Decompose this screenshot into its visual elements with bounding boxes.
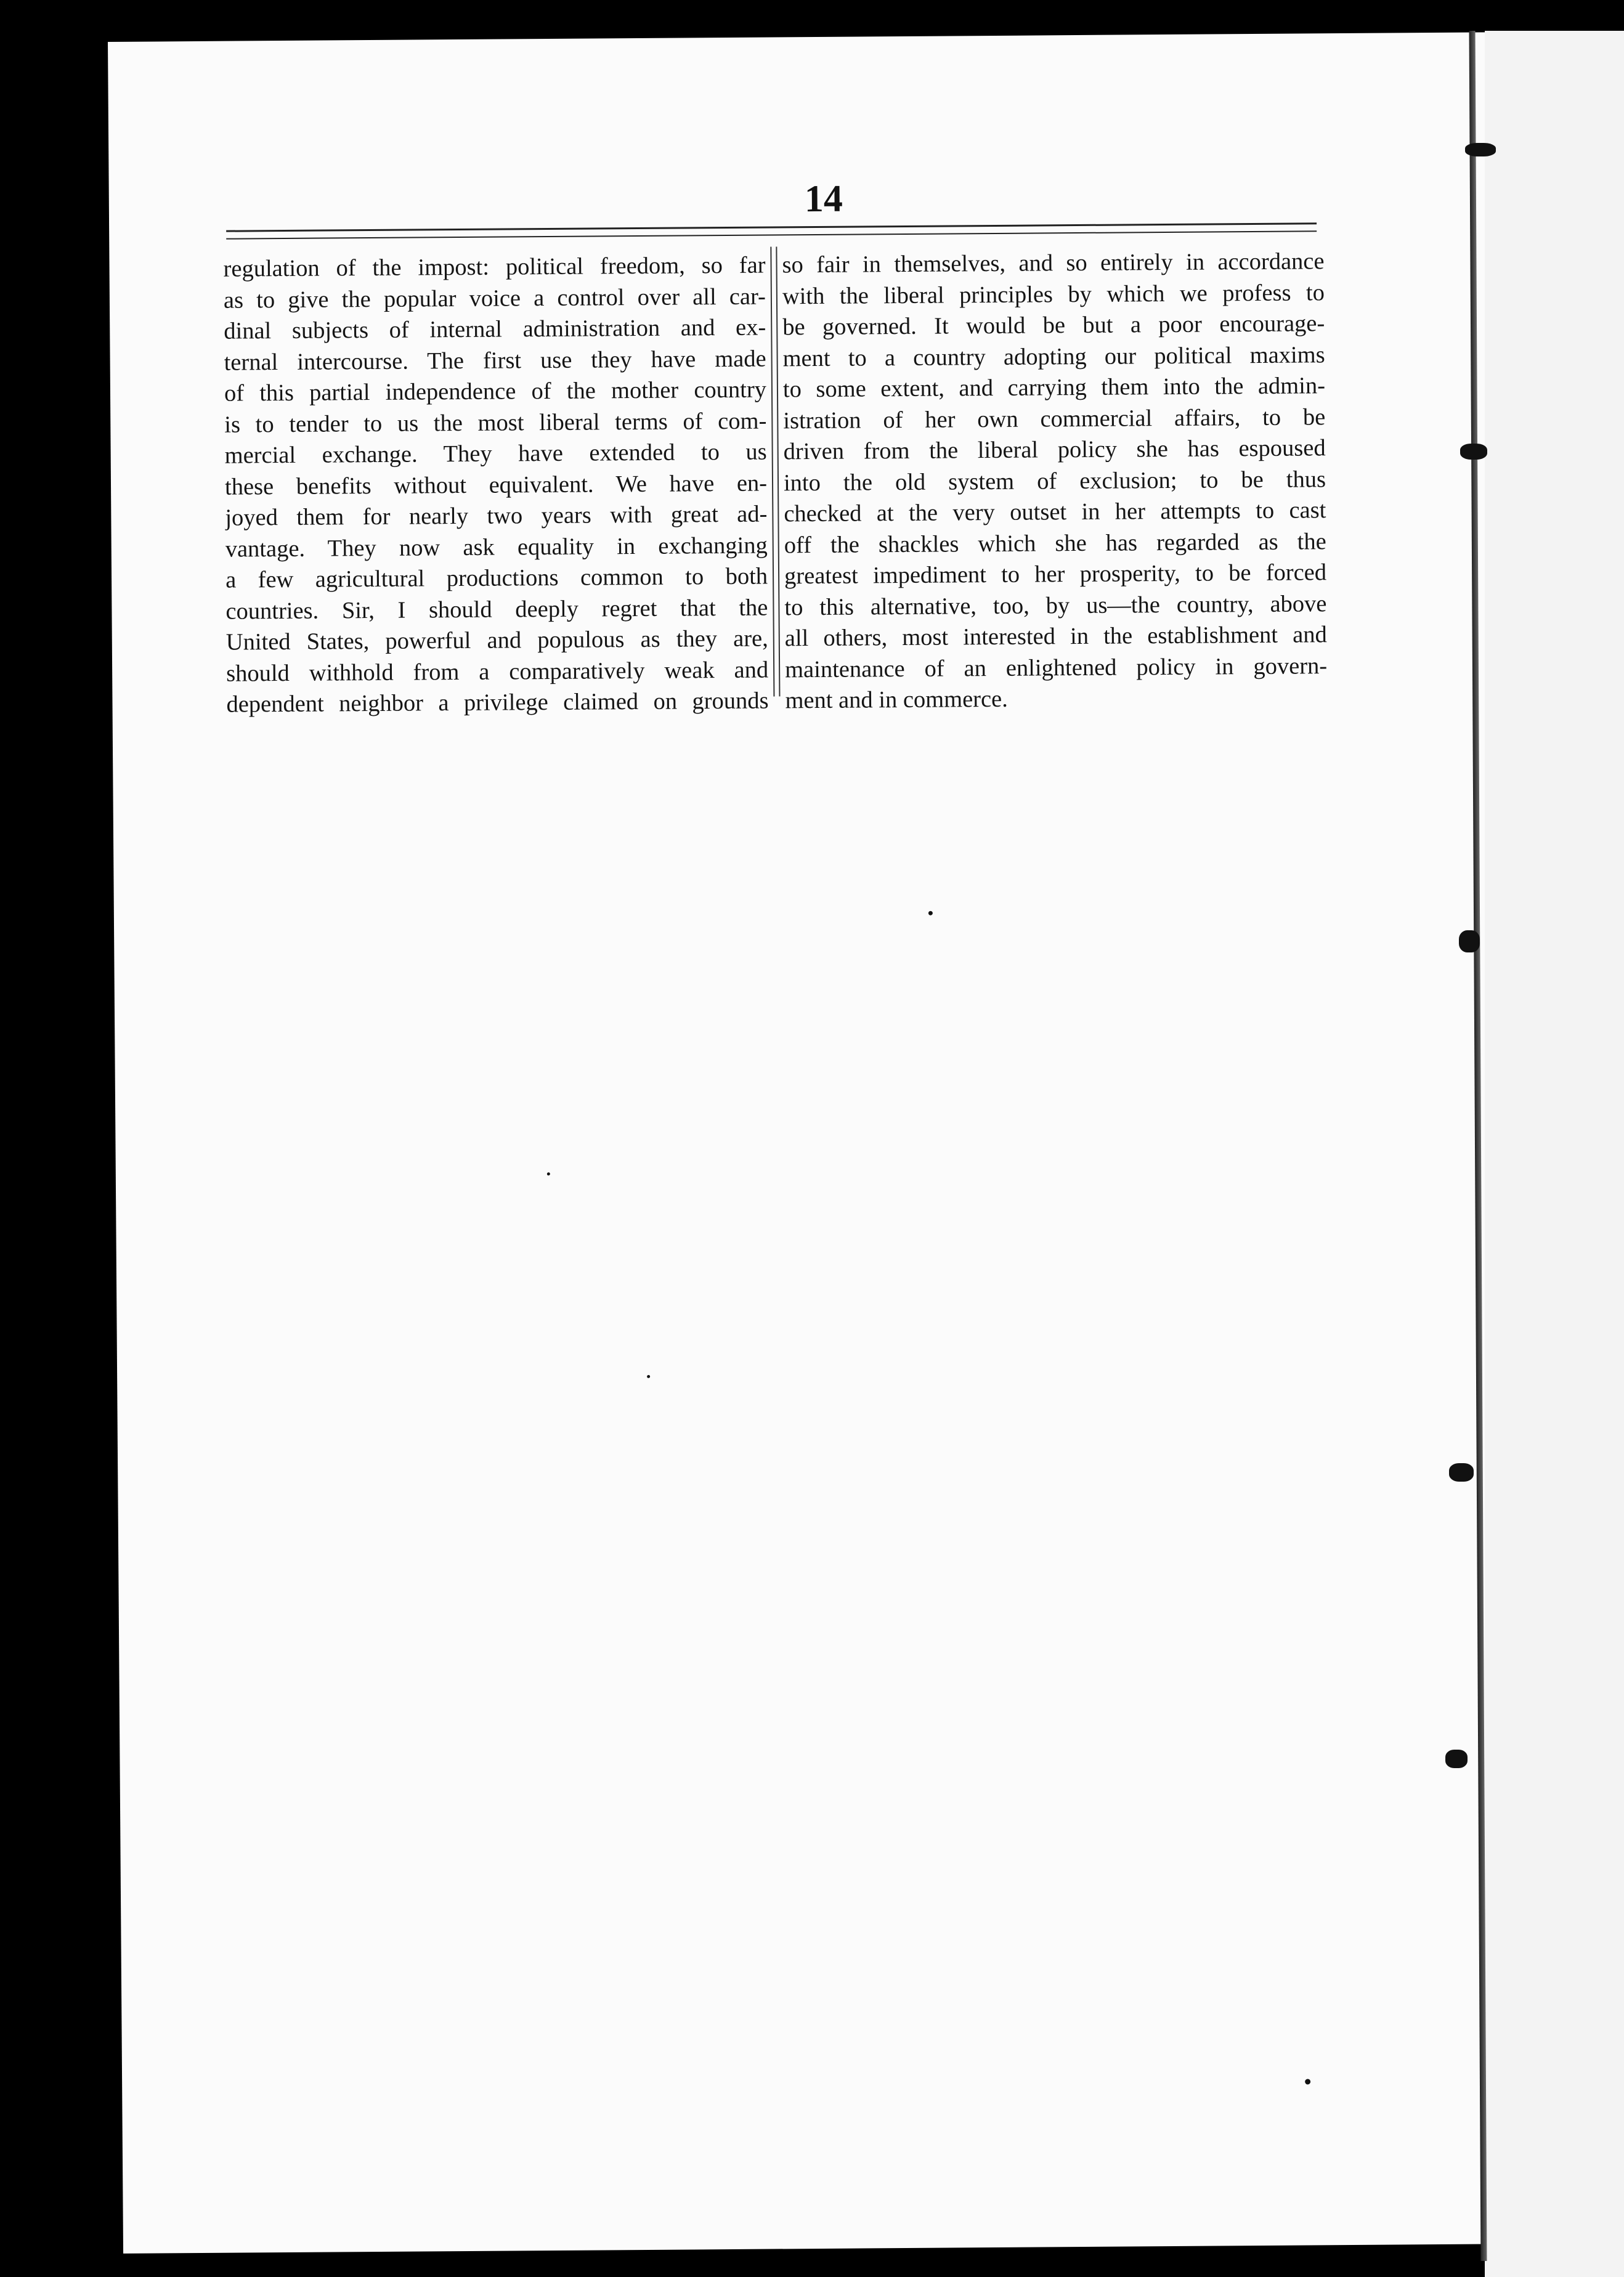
tape-mark <box>1449 1463 1474 1482</box>
ink-speck <box>547 1172 550 1175</box>
text-line: a few agricultural productions common to both <box>225 563 768 593</box>
text-line: dependent neighbor a privilege claimed on grounds <box>226 688 769 718</box>
ink-speck <box>1305 2079 1310 2084</box>
tape-mark <box>1465 143 1496 156</box>
text-line: ment to a country adopting our political maxims <box>782 341 1325 371</box>
text-line: should withhold from a comparatively weak and <box>226 657 769 687</box>
ink-speck <box>647 1375 650 1378</box>
tape-mark <box>1459 930 1480 952</box>
text-line: with the liberal principles by which we profess to <box>782 279 1325 309</box>
text-line: mercial exchange. They have extended to us <box>224 439 767 469</box>
text-line: countries. Sir, I should deeply regret that the <box>225 595 768 625</box>
text-line: into the old system of exclusion; to be thus <box>783 466 1326 496</box>
tape-mark <box>1445 1750 1468 1768</box>
text-line: of this partial independence of the mother country <box>224 376 767 407</box>
text-line: driven from the liberal policy she has espoused <box>783 435 1326 465</box>
text-line: as to give the popular voice a control over all car- <box>223 283 766 314</box>
text-line: ment and in commerce. <box>785 686 1008 714</box>
text-line: checked at the very outset in her attempts to cast <box>784 497 1326 527</box>
text-line: to some extent, and carrying them into the admin- <box>782 373 1326 403</box>
right-column <box>782 246 1327 716</box>
text-line: be governed. It would be but a poor encourage- <box>782 310 1325 341</box>
text-line: vantage. They now ask equality in exchanging <box>225 532 768 562</box>
ink-speck <box>928 911 933 915</box>
text-line: dinal subjects of internal administration and ex- <box>224 314 766 344</box>
text-line: United States, powerful and populous as they are, <box>225 625 768 656</box>
column-divider <box>770 246 780 696</box>
text-line: to this alternative, too, by us—the country, above <box>784 590 1327 620</box>
left-column <box>223 250 768 721</box>
page-number: 14 <box>804 177 843 221</box>
text-line: so fair in themselves, and so entirely in accordance <box>782 248 1325 278</box>
text-line: these benefits without equivalent. We have en- <box>224 470 768 500</box>
text-line: regulation of the impost: political freedom, so far <box>223 252 766 282</box>
tape-mark <box>1460 444 1487 460</box>
document-page <box>108 32 1503 2254</box>
text-line: ternal intercourse. The first use they have made <box>224 346 766 376</box>
text-line: all others, most interested in the establishment and <box>784 622 1327 652</box>
text-line: off the shackles which she has regarded as the <box>784 528 1326 558</box>
text-line: joyed them for nearly two years with great ad- <box>225 501 768 531</box>
facing-page-edge <box>1485 31 1624 2277</box>
text-line: greatest impediment to her prosperity, to be forced <box>784 559 1327 590</box>
text-line: is to tender to us the most liberal terms of com- <box>224 408 767 438</box>
header-rule <box>226 222 1317 239</box>
text-line: maintenance of an enlightened policy in govern- <box>784 652 1328 683</box>
text-line: istration of her own commercial affairs, to be <box>783 404 1326 434</box>
